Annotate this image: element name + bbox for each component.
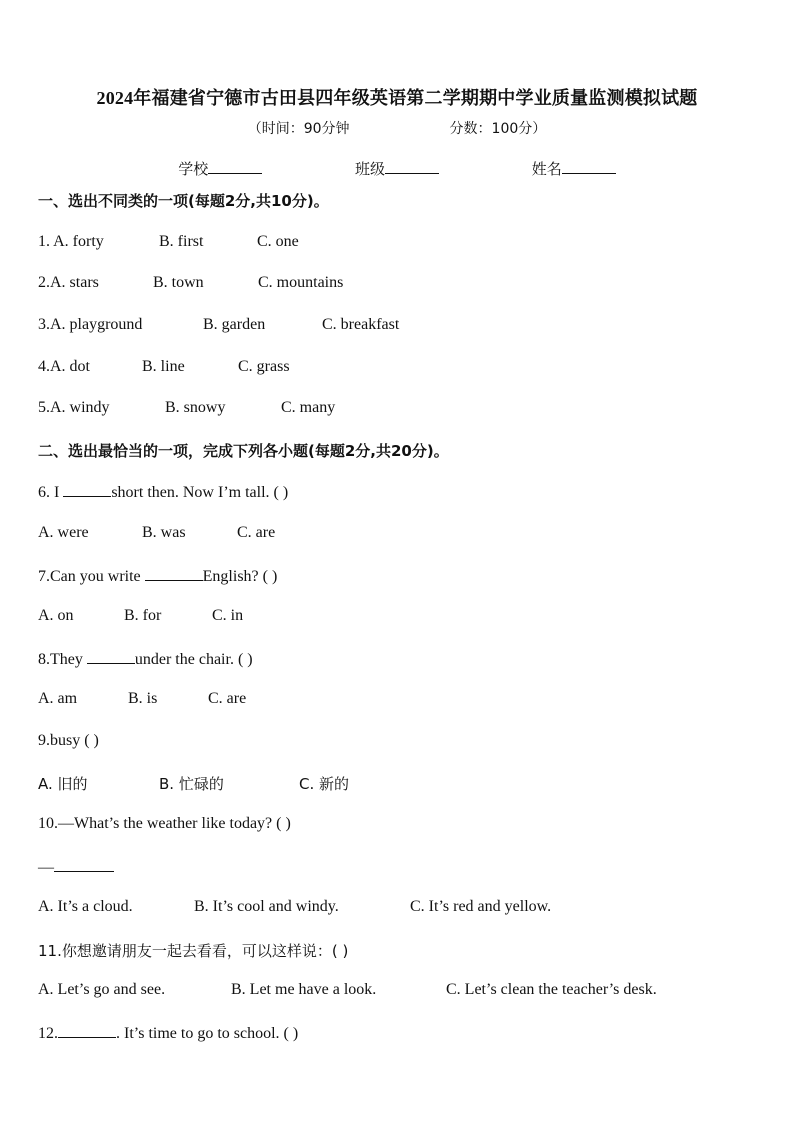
exam-score: 分数：100分） xyxy=(449,121,547,137)
question-10: 10.—What’s the weather like today? ( ) xyxy=(38,815,291,832)
question-10-options: A. It’s a cloud. B. It’s cool and windy. C. It’s red and yellow. xyxy=(38,898,552,915)
section2-heading: 二、选出最恰当的一项，完成下列各小题(每题2分,共20分)。 xyxy=(38,442,449,460)
section1-heading: 一、选出不同类的一项(每题2分,共10分)。 xyxy=(38,192,329,210)
exam-time: （时间：90分钟 xyxy=(247,121,350,137)
page-title: 2024年福建省宁德市古田县四年级英语第二学期期中学业质量监测模拟试题 xyxy=(96,88,698,108)
question-9-options: A. 旧的 B. 忙碌的 C. 新的 xyxy=(38,775,350,793)
student-info xyxy=(0,158,794,179)
question-8-options: A. am B. is C. are xyxy=(38,690,247,707)
question-1: 1. A. forty B. first C. one xyxy=(38,233,299,250)
answer-blank[interactable] xyxy=(63,482,111,497)
question-9: 9.busy ( ) xyxy=(38,732,99,749)
answer-blank[interactable] xyxy=(145,566,203,581)
question-3: 3.A. playground B. garden C. breakfast xyxy=(38,316,400,333)
question-6-options: A. were B. was C. are xyxy=(38,524,276,541)
exam-meta xyxy=(0,118,794,138)
question-2: 2.A. stars B. town C. mountains xyxy=(38,274,344,291)
question-11: 11.你想邀请朋友一起去看看，可以这样说：( ) xyxy=(38,942,349,960)
question-6: 6. I short then. Now I’m tall. ( ) xyxy=(38,484,289,501)
school-blank[interactable] xyxy=(208,159,262,174)
question-7-options: A. on B. for C. in xyxy=(38,607,244,624)
question-12: 12. . It’s time to go to school. ( ) xyxy=(38,1025,299,1042)
question-8: 8.They under the chair. ( ) xyxy=(38,651,253,668)
question-11-options: A. Let’s go and see. B. Let me have a look. C. Let’s clean the teacher’s desk. xyxy=(38,981,657,998)
question-5: 5.A. windy B. snowy C. many xyxy=(38,399,336,416)
question-4: 4.A. dot B. line C. grass xyxy=(38,358,290,375)
name-blank[interactable] xyxy=(562,159,616,174)
answer-blank[interactable] xyxy=(58,1023,116,1038)
school-field: 学校 xyxy=(178,158,262,179)
name-field: 姓名 xyxy=(532,158,616,179)
answer-blank[interactable] xyxy=(87,649,135,664)
class-blank[interactable] xyxy=(385,159,439,174)
question-7: 7.Can you write English? ( ) xyxy=(38,568,278,585)
class-field: 班级 xyxy=(355,158,439,179)
question-10-answer: — xyxy=(38,857,114,877)
answer-blank[interactable] xyxy=(54,857,114,872)
